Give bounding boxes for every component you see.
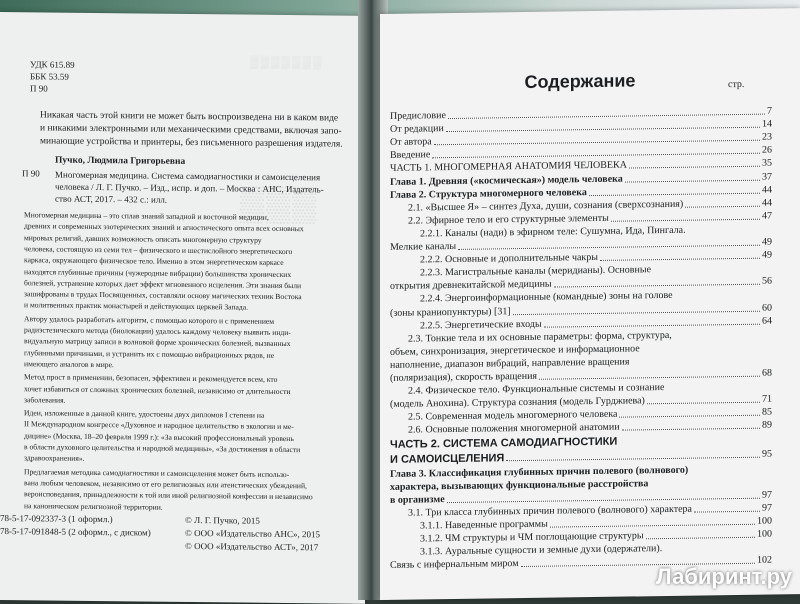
toc-entry-page: 60 (762, 302, 772, 314)
annotation-line: глубинными причинами, и устранить их с помощью вибрационных рядов, не (24, 347, 275, 360)
toc-entry-page: 100 (757, 515, 772, 527)
toc-title: Содержание (524, 70, 636, 92)
annotation-line: каркаса, окружающего физическое тело. Именно в этом энергетическом каркасе (24, 255, 284, 268)
toc-leader-dots (625, 179, 760, 182)
toc-leader-dots (544, 323, 760, 327)
toc-entry-page: 102 (757, 554, 772, 566)
toc-leader-dots (446, 127, 760, 132)
annotation-line: мировых религий, давших возможность описать многомерную структуру (24, 232, 262, 245)
toc-leader-dots (622, 428, 760, 431)
toc-entry-page: 100 (757, 528, 772, 540)
toc-entry-title: открытия древнекитайской медицины (390, 278, 552, 293)
toc-entry-title: 3.1. Три класса глубинных причин полевого (волнового) характера (408, 503, 692, 519)
annotation-line: вероисповедания, принадлежности к той или иной религиозной конфессии и независимо (24, 489, 313, 502)
toc-entry-title: От автора (390, 136, 432, 149)
toc-leader-dots (539, 376, 760, 380)
left-page (0, 12, 365, 604)
toc-entry-title: ЧАСТЬ 2. СИСТЕМА САМОДИАГНОСТИКИ (390, 435, 618, 451)
page-column-label: стр. (728, 78, 745, 91)
annotation-line: и молитвенных практик монастырей и действующих церквей Запада. (24, 300, 249, 312)
toc-entry-title: ЧАСТЬ 1. МНОГОМЕРНАЯ АНАТОМИЯ ЧЕЛОВЕКА (390, 159, 627, 175)
isbn-block (0, 512, 151, 540)
biblio-line: Многомерная медицина. Система самодиагностики и самоисцеления (55, 169, 321, 183)
toc-leader-dots (619, 415, 760, 418)
annotation-line: заболевания. (24, 395, 66, 405)
udk-code: УДК 615.89 (30, 59, 75, 70)
biblio-code: П 90 (22, 168, 40, 179)
toc-entry-page: 44 (762, 197, 772, 209)
toc-entry-page: 71 (762, 393, 772, 405)
toc-entry-page: 35 (762, 157, 772, 170)
toc-entry[interactable] (390, 448, 772, 465)
toc-leader-dots (647, 402, 760, 405)
toc-entry-title: 2.2.2. Основные и дополнительные чакры (420, 252, 599, 266)
toc-entry-title: объем, синхронизация, энергетическое и информационное (390, 343, 640, 358)
toc-entry-title: (поляризация), скорость вращения (390, 370, 538, 384)
annotation-line: в области духовного целительства и народной медицины», «За достижения в области (24, 442, 301, 455)
toc-entry-page: 26 (762, 144, 772, 156)
toc-entry-page: 49 (762, 249, 772, 261)
watermark: Лабиринт.ру (656, 564, 792, 589)
toc-entry-title: 3.1.1. Наведенные программы (420, 518, 548, 532)
annotation-line: находятся глубинные причины (чужеродные вибрации) большинства хронических (24, 266, 292, 279)
toc-entry-page: 68 (762, 367, 772, 379)
toc-entry-page: 14 (762, 118, 772, 130)
toc-entry-page: 44 (762, 184, 772, 196)
toc-entry-title: 2.1. «Высшее Я» – синтез Духа, души, сознания (сверхсознания) (408, 198, 684, 214)
annotation-line: Метод прост в применении, безопасен, эффективен и рекомендуется всем, кто (24, 372, 278, 385)
biblio-line: ство АСТ, 2017. – 432 с.: илл. (55, 193, 168, 205)
toc-entry-page: 56 (762, 275, 772, 287)
annotation-line: видуальную матрицу записи в волновой форме хронических болезней, вызванных (24, 336, 291, 349)
toc-entry-page: 85 (762, 406, 772, 418)
annotation-line: на каноническом религиозной территории. (24, 500, 163, 512)
annotation-line: Идеи, изложенные в данной книге, удостоены двух дипломов I степени на (24, 408, 265, 420)
toc-leader-dots (458, 245, 760, 250)
copyright-1: © Л. Г. Пучко, 2015 (185, 514, 260, 526)
toc-entry-page: 64 (762, 315, 772, 327)
toc-entry-title: 3.1.2. ЧМ структуры и ЧМ поглощающие структуры (420, 530, 644, 545)
toc-entry-title: И САМОИСЦЕЛЕНИЯ (390, 451, 505, 466)
toc-leader-dots (554, 284, 760, 288)
isbn-2: 78-5-17-091848-5 (2 оформл., с диском) (0, 526, 151, 538)
toc-entry-title: 2.2.1. Каналы (нади) в эфирном теле: Сушумна, Ида, Пингала. (420, 224, 686, 240)
toc-entry-page: 47 (762, 210, 772, 222)
toc-leader-dots (432, 153, 760, 159)
toc-entry-title: характера, вызывающих функциональные расстройства (390, 477, 649, 493)
annotation-line: человека, состоящую из семи тел – физического и шестислойного энергетического (24, 244, 293, 256)
toc-entry-title: 2.4. Физическое тело. Функциональные системы и сознание (408, 382, 665, 397)
biblio-line: человека / Л. Г. Пучко. – Изд., испр. и доп. – Москва : АНС, Издатель- (55, 181, 324, 195)
toc-entry-title: 2.3. Тонкие тела и их основные параметры: форма, структура, (408, 329, 672, 345)
isbn-1: 78-5-17-092337-3 (1 оформл.) (0, 513, 113, 525)
toc-leader-dots (694, 510, 760, 512)
toc-entry-title: (зоны краниопунктуры) [31] (390, 305, 511, 319)
toc-leader-dots (685, 205, 760, 207)
toc-entry-title: Связь с инфернальным миром (390, 558, 519, 572)
toc-entry-title: 2.2.3. Магистральные каналы (меридианы). Основные (420, 264, 652, 279)
toc-entry-title: наполнение, диапазон вибраций, направление вращения (390, 356, 630, 371)
toc-entry-title: 3.1.3. Ауральные сущности и земные духи (одержатели). (420, 543, 663, 558)
toc-leader-dots (589, 192, 760, 195)
classification-block (30, 58, 75, 94)
toc-leader-dots (646, 537, 755, 540)
show-through-logo: ▒▒▒ (240, 184, 319, 224)
toc-leader-dots (506, 456, 760, 461)
toc-entry-page: 97 (762, 502, 772, 514)
toc-entry-title: Мелкие каналы (390, 240, 457, 253)
toc-entry-title: Глава 2. Структура многомерного человека (390, 186, 587, 201)
annotation-line: радиэстезического метода (биолокации) удалось каждому человеку выявить инди- (24, 325, 291, 338)
copyright-3: © ООО «Издательство АСТ», 2017 (185, 540, 319, 553)
annotation-line: Предлагаемая методика самодиагностики и самоисцеления может быть использо- (24, 466, 290, 479)
annotation-line: Автору удалось разработать алгоритм, с помощью которого и с применением (24, 313, 275, 326)
toc-entry-title: Глава 1. Древняя («космическая») модель человека (390, 173, 623, 188)
toc-entry-page: 89 (762, 419, 772, 432)
toc-leader-dots (600, 258, 760, 261)
annotation-line: имеющего аналогов в мире. (24, 359, 114, 370)
toc-entry-page: 95 (762, 448, 772, 460)
rights-line: Никакая часть этой книги не может быть воспроизведена ни в каком виде (40, 110, 339, 124)
toc-entry-title: 2.2.4. Энергоинформационные (командные) зоны на голове (420, 290, 673, 305)
rights-line: и никакими электронными или механическими средствами, включая запо- (40, 123, 342, 137)
annotation-line: зашифрованы в трудах Посвященных, составляли основу магических техник Востока (24, 289, 302, 302)
toc-entry-title: 2.2. Эфирное тело и его структурные элементы (408, 212, 609, 227)
copyright-block (185, 514, 320, 554)
toc-leader-dots (611, 218, 760, 221)
annotation-line: болезней, устранение которых дает эффект мгновенного исцеления. Эти знания были (24, 278, 302, 290)
annotation-line: дицине» (Москва, 18–20 февраля 1999 г.): «За высокий профессиональный уровень (24, 430, 294, 443)
annotation-line: II Международном конгрессе «Духовное и народное целительство в экологии и ме- (24, 419, 294, 432)
toc-leader-dots (447, 497, 760, 502)
toc-entry-title: 2.2.5. Энергетические входы (420, 318, 542, 332)
right-page (380, 8, 800, 600)
toc-entry-title: (модель Анохина). Структура сознания (модель Гурджиева) (390, 395, 645, 411)
toc-entry-page: 23 (762, 131, 772, 143)
bbk-code: ББК 53.59 (30, 71, 69, 82)
toc-entry-title: Глава 3. Классификация глубинных причин полевого (волнового) (390, 464, 689, 480)
toc-entry-title: в организме (390, 493, 445, 506)
toc-entry-page: 97 (762, 489, 772, 501)
toc-entry-title: Введение (390, 149, 431, 162)
annotation-line: вана любым человеком, независимо от его религиозных или атеистических убеждений, (24, 478, 307, 491)
author-name: Пучко, Людмила Григорьевна (55, 155, 186, 167)
toc-entry-page: 37 (762, 171, 772, 183)
annotation-line: здравоохранения». (24, 453, 85, 464)
annotation-line: Многомерная медицина – это сплав знаний западной и восточной медицин, (24, 210, 269, 222)
toc-entry-page: 7 (767, 105, 772, 117)
show-through-text: ▒▒▒▒▒▒▒ (250, 54, 324, 70)
toc-leader-dots (550, 524, 755, 528)
toc-entry-title: 2.6. Основные положения многомерной анатомии (408, 422, 620, 436)
copyright-2: © ООО «Издательство АНС», 2015 (185, 527, 320, 540)
annotation-line: древних и современных эзотерических знаний и агностического опыта всех основных (24, 221, 304, 234)
toc-entry-title: От редакции (390, 123, 444, 135)
toc-leader-dots (629, 166, 760, 169)
toc-leader-dots (448, 114, 765, 119)
toc-leader-dots (434, 140, 760, 146)
toc-entry-page: 49 (762, 236, 772, 248)
author-mark: П 90 (30, 83, 48, 94)
toc-entry-title: Предисловие (390, 110, 446, 122)
toc-leader-dots (513, 310, 760, 314)
toc-entry-title: 2.5. Современная модель многомерного человека (408, 408, 618, 423)
rights-line: минающие устройства и принтеры, без письменного разрешения издателя. (40, 136, 343, 150)
annotation-line: хочет избавиться от сложных хронических болезней, независимо от длительности (24, 383, 291, 396)
